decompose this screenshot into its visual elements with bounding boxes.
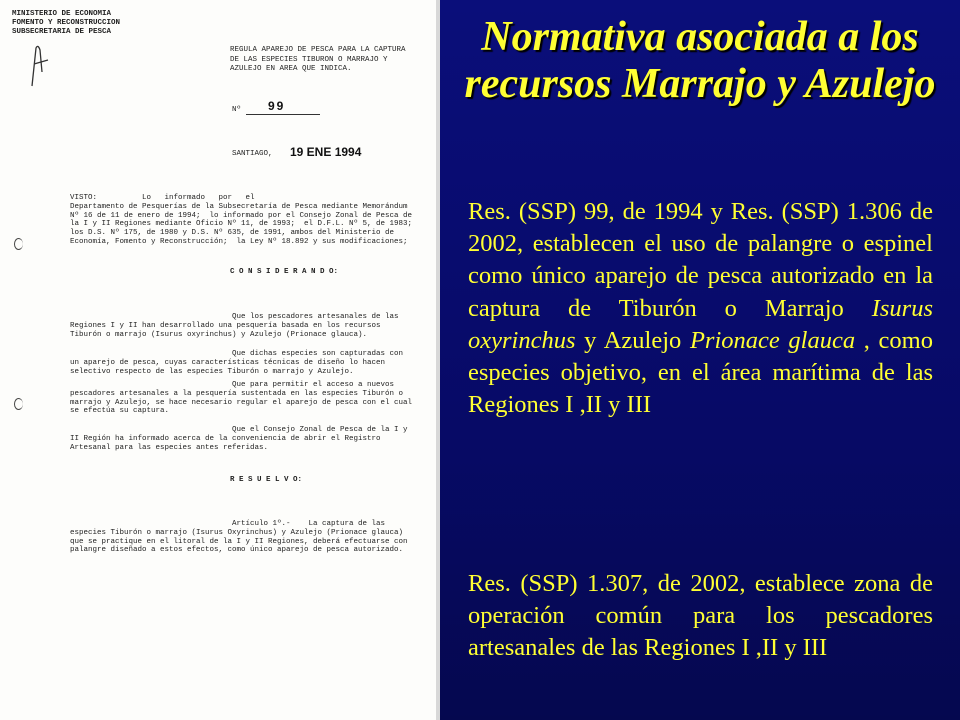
doc-considerando-1: Que los pescadores artesanales de las Regiones I y II han desarrollado una pesquería basada en los recursos Tiburón o marrajo (Isurus oxyrinchus) y Azulejo (Prionace glauca). (70, 313, 399, 339)
slide-paragraph-2: Res. (SSP) 1.307, de 2002, establece zona de operación común para los pescadores artesanales de las Regiones I ,II y III (468, 570, 933, 662)
doc-subject: REGULA APAREJO DE PESCA PARA LA CAPTURA DE LAS ESPECIES TIBURON O MARRAJO Y AZULEJO EN AREA QUE INDICA. (230, 46, 406, 73)
doc-number-label: Nº (232, 106, 242, 114)
doc-considerando-2: Que dichas especies son capturadas con un aparejo de pesca, cuyas características técnicas de diseño lo hacen selectivo respecto de las especies Tiburón o marrajo y Azulejo. (70, 350, 404, 376)
doc-number-value: 99 (268, 99, 286, 113)
slide-paragraph-1 (468, 196, 933, 421)
doc-considerando-4: Que el Consejo Zonal de Pesca de la I y II Región ha informado acerca de la conveniencia de abrir el Registro Artesanal para las especies antes referidas. (70, 426, 408, 452)
doc-header-line-1: MINISTERIO DE ECONOMIA (12, 10, 112, 18)
doc-considerando-3: Que para permitir el acceso a nuevos pescadores artesanales a la pesquería sustentada en las especies Tiburón o marrajo y Azulejo, se hace necesario regular el aparejo de pesca con el cual se efectúa su captura. (70, 381, 413, 416)
punch-hole-icon (14, 238, 23, 250)
slide-panel (440, 0, 960, 720)
number-underline (246, 114, 320, 115)
doc-header-line-3: SUBSECRETARIA DE PESCA (12, 28, 112, 36)
p1-text-c: , como especies objetivo, en el área marítima de las Regiones I ,II y III (468, 326, 933, 419)
handwritten-initial-icon (28, 42, 50, 88)
slide-title: Normativa asociada a los recursos Marrajo y Azulejo (464, 14, 936, 107)
species-isurus: Isurus oxyrinchus (468, 294, 933, 354)
doc-articulo-1: Artículo 1º.- La captura de las especies Tiburón o marrajo (Isurus Oxyrinchus) y Azulejo (Prionace glauca) que se practique en el litoral de la I y II Regiones, deberá efectuarse con palangre diseñado a estos efectos, como único aparejo de pesca autorizado. (70, 520, 408, 555)
doc-date-stamp: 19 ENE 1994 (290, 145, 362, 159)
punch-hole-icon (14, 398, 23, 410)
doc-resuelvo-heading: R E S U E L V O: (230, 476, 303, 484)
p1-text-a: Res. (SSP) 99, de 1994 y Res. (SSP) 1.306 de 2002, establecen el uso de palangre o espinel como único aparejo de pesca autorizado en la captura de Tiburón o Marrajo (468, 198, 933, 322)
scanned-resolution-document (0, 0, 440, 720)
doc-visto: VISTO: Lo informado por el Departamento de Pesquerías de la Subsecretaría de Pesca mediante Memorándum Nº 16 de 11 de enero de 1994; lo informado por el Consejo Zonal de Pesca de la I y II Regiones mediante Oficio Nº 11, de 1993; el D.F.L. Nº 5, de 1983; los D.S. Nº 175, de 1980 y D.S. Nº 635, de 1991, ambos del Ministerio de Economía, Fomento y Reconstrucción; la Ley Nº 18.892 y sus modificaciones; (70, 194, 413, 246)
doc-considerando-heading: C O N S I D E R A N D O: (230, 268, 339, 276)
doc-place-label: SANTIAGO, (232, 150, 273, 158)
doc-header-line-2: FOMENTO Y RECONSTRUCCION (12, 19, 121, 27)
species-prionace: Prionace glauca (689, 326, 856, 354)
p1-text-b: y Azulejo (575, 326, 690, 354)
